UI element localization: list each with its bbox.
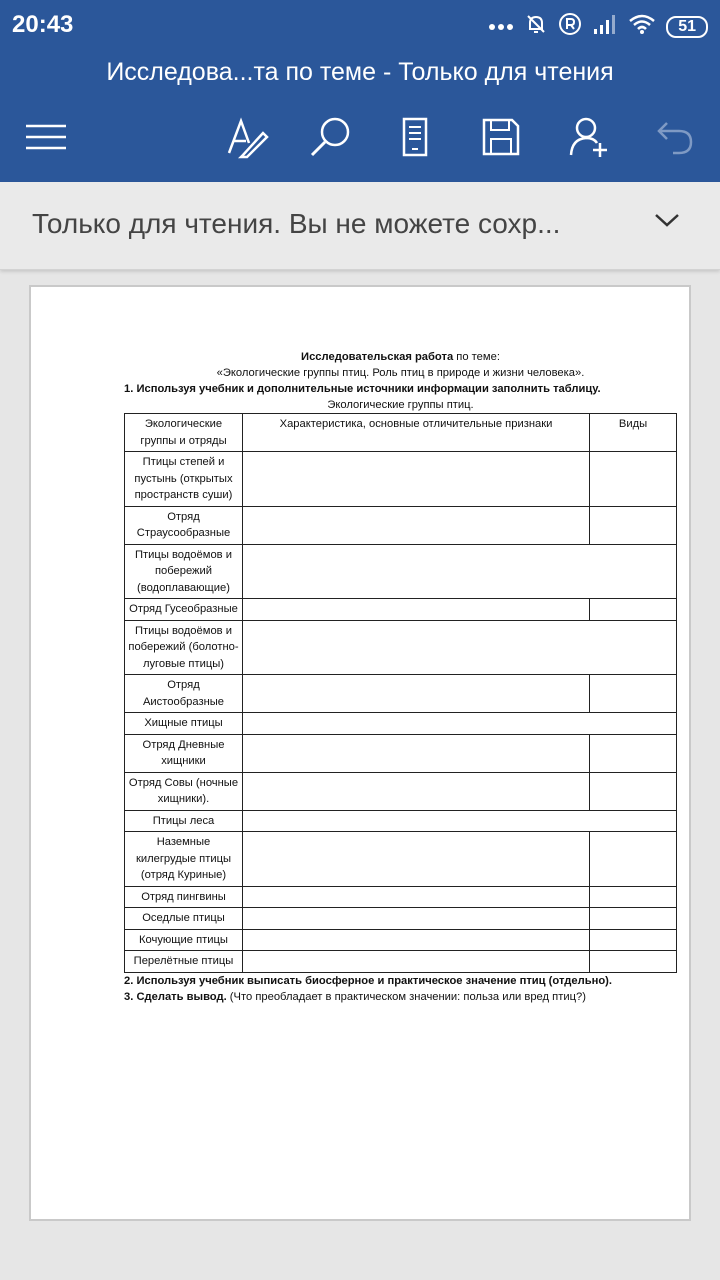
text-pen-icon [225, 115, 269, 159]
read-only-message: Только для чтения. Вы не можете сохр... [32, 208, 561, 239]
row-label-cell: Отряд Страусообразные [125, 506, 243, 544]
table-row [125, 772, 677, 810]
characteristics-cell [243, 620, 677, 675]
row-label-cell: Птицы леса [125, 810, 243, 832]
characteristics-cell [243, 929, 590, 951]
species-cell [590, 452, 677, 507]
row-label-cell: Отряд Совы (ночные хищники). [125, 772, 243, 810]
table-row [125, 832, 677, 887]
table-row [125, 908, 677, 930]
row-label-cell: Наземные килегрудые птицы (отряд Куриные) [125, 832, 243, 887]
row-label-cell: Птицы водоёмов и побережий (водоплавающие) [125, 544, 243, 599]
characteristics-cell [243, 713, 677, 735]
doc-task-2-text: 2. Используя учебник выписать биосферное и практическое значение птиц (отдельно). [124, 974, 613, 987]
row-label-cell: Перелётные птицы [125, 951, 243, 973]
search-button[interactable] [305, 112, 355, 162]
table-row [125, 951, 677, 973]
row-label-cell: Птицы водоёмов и побережий (болотно-луговые птицы) [125, 620, 243, 675]
header-cell: Экологические группы и отряды [125, 414, 243, 452]
table-row [125, 620, 677, 675]
species-cell [590, 908, 677, 930]
row-label-cell: Отряд пингвины [125, 886, 243, 908]
table-row [125, 506, 677, 544]
doc-heading [124, 349, 677, 365]
characteristics-cell [243, 886, 590, 908]
table-row [125, 734, 677, 772]
row-label-cell: Кочующие птицы [125, 929, 243, 951]
species-cell [590, 951, 677, 973]
document-content [124, 349, 677, 1005]
species-cell [590, 772, 677, 810]
characteristics-cell [243, 506, 590, 544]
characteristics-cell [243, 832, 590, 887]
doc-task-2 [124, 973, 677, 989]
characteristics-cell [243, 908, 590, 930]
table-row [125, 929, 677, 951]
species-cell [590, 929, 677, 951]
document-page[interactable] [29, 285, 691, 1221]
menu-button[interactable] [21, 112, 71, 162]
table-row [125, 713, 677, 735]
row-label-cell: Отряд Дневные хищники [125, 734, 243, 772]
read-only-banner[interactable] [0, 182, 720, 270]
doc-task-3-rest: (Что преобладает в практическом значении: польза или вред птиц?) [226, 990, 586, 1003]
characteristics-cell [243, 772, 590, 810]
characteristics-cell [243, 544, 677, 599]
characteristics-cell [243, 675, 590, 713]
signal-icon [592, 13, 618, 40]
mobile-view-button[interactable] [390, 112, 440, 162]
characteristics-cell [243, 599, 590, 621]
doc-task-3 [124, 989, 677, 1005]
undo-button[interactable] [650, 112, 700, 162]
hamburger-icon [24, 122, 68, 152]
row-label-cell: Оседлые птицы [125, 908, 243, 930]
toolbar [0, 94, 720, 182]
mute-bell-icon [524, 12, 548, 41]
wifi-icon [628, 13, 656, 40]
characteristics-cell [243, 734, 590, 772]
table-row [125, 452, 677, 507]
header-cell: Характеристика, основные отличительные признаки [243, 414, 590, 452]
add-person-icon [568, 115, 612, 159]
row-label-cell: Птицы степей и пустынь (открытых пространств суши) [125, 452, 243, 507]
species-cell [590, 734, 677, 772]
table-row [125, 599, 677, 621]
doc-task-3-bold: 3. Сделать вывод. [124, 990, 227, 1003]
share-button[interactable] [565, 112, 615, 162]
search-icon [308, 115, 352, 159]
mobile-view-icon [400, 117, 430, 157]
species-cell [590, 599, 677, 621]
row-label-cell: Отряд Гусеобразные [125, 599, 243, 621]
chevron-down-icon[interactable] [654, 212, 680, 233]
undo-icon [655, 117, 695, 157]
more-dots-icon [488, 18, 514, 36]
table-row [125, 675, 677, 713]
table-row [125, 886, 677, 908]
header-cell: Виды [590, 414, 677, 452]
document-title: Исследова...та по теме - Только для чтения [0, 50, 720, 94]
species-cell [590, 886, 677, 908]
save-icon [481, 117, 521, 157]
doc-task-1 [124, 381, 677, 397]
bird-groups-table [124, 413, 677, 973]
table-header-row [125, 414, 677, 452]
species-cell [590, 675, 677, 713]
save-button[interactable] [476, 112, 526, 162]
row-label-cell: Отряд Аистообразные [125, 675, 243, 713]
doc-subtitle: «Экологические группы птиц. Роль птиц в природе и жизни человека». [216, 367, 585, 379]
species-cell [590, 832, 677, 887]
edit-text-button[interactable] [222, 112, 272, 162]
status-icons [488, 12, 708, 41]
doc-task-1-text: 1. Используя учебник и дополнительные источники информации заполнить таблицу. [124, 383, 601, 395]
table-row [125, 544, 677, 599]
battery-indicator: 51 [666, 16, 708, 38]
species-cell [590, 506, 677, 544]
doc-heading-bold: Исследовательская работа [301, 351, 454, 363]
status-time: 20:43 [12, 11, 74, 38]
doc-heading-rest: по теме: [453, 351, 500, 363]
characteristics-cell [243, 452, 590, 507]
characteristics-cell [243, 951, 590, 973]
table-caption: Экологические группы птиц. [327, 399, 474, 411]
table-row [125, 810, 677, 832]
characteristics-cell [243, 810, 677, 832]
row-label-cell: Хищные птицы [125, 713, 243, 735]
status-bar [0, 0, 720, 50]
registered-icon [558, 12, 582, 41]
